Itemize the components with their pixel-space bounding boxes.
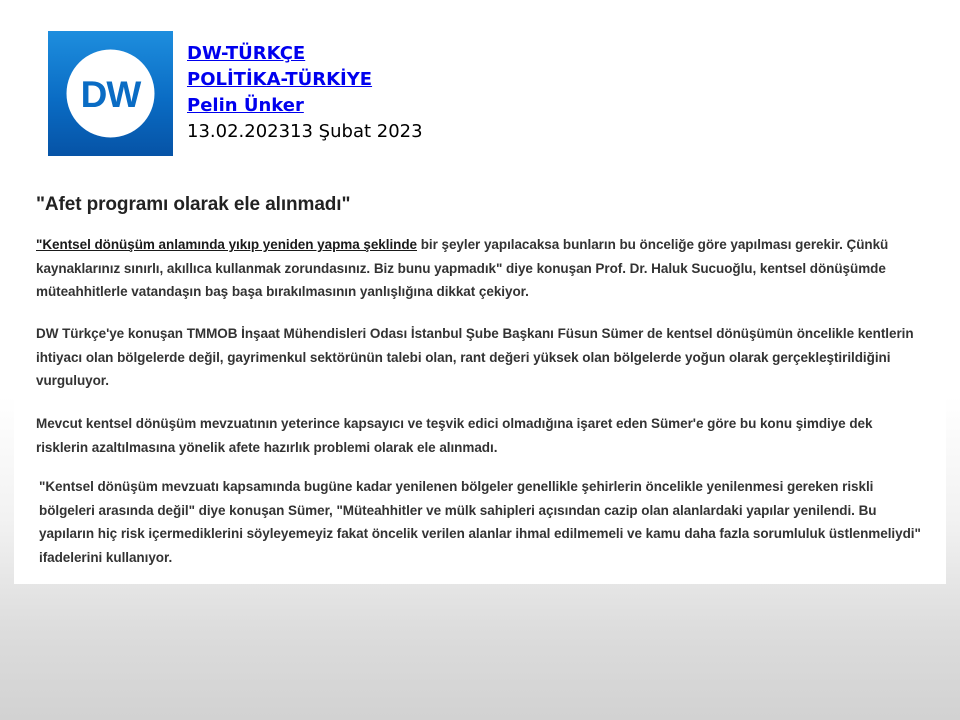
paragraph-3-line-2: risklerin azaltılmasına yönelik afete hazırlık problemi olarak ele alınmadı. [36,439,498,455]
dw-logo-text: DW [80,74,141,115]
source-link[interactable]: DW-TÜRKÇE [187,43,306,64]
paragraph-2 [36,322,956,393]
article-meta [187,41,423,145]
quote-link[interactable]: "Kentsel dönüşüm anlamında yıkıp yeniden yapma şeklinde [36,237,418,252]
paragraph-2-line-3: vurguluyor. [36,373,109,388]
paragraph-4 [39,475,959,569]
paragraph-1-line-1: bir şeyler yapılacaksa bunların bu önceliğe göre yapılması gerekir. Çünkü [417,237,889,252]
article-heading: "Afet programı olarak ele alınmadı" [36,194,351,215]
article-excerpt [14,186,946,584]
paragraph-4-line-4: ifadelerini kullanıyor. [39,549,173,565]
publish-date: 13.02.202313 Şubat 2023 [187,121,423,142]
category-link[interactable]: POLİTİKA-TÜRKİYE [187,69,373,90]
paragraph-3-line-1: Mevcut kentsel dönüşüm mevzuatının yeterince kapsayıcı ve teşvik edici olmadığına işaret eden Sümer'e göre bu konu şimdiye dek [36,416,873,431]
paragraph-2-line-1: DW Türkçe'ye konuşan TMMOB İnşaat Mühendisleri Odası İstanbul Şube Başkanı Füsun Sümer de kentsel dönüşümün öncelikle kentlerin [36,326,914,341]
paragraph-3 [36,412,956,459]
paragraph-4-line-2: bölgeleri arasında değil" diye konuşan Sümer, "Müteahhitler ve mülk sahipleri açısından cazip olan alanlardaki yapılar yenilendi. Bu [39,502,877,518]
paragraph-4-line-1: "Kentsel dönüşüm mevzuatı kapsamında bugüne kadar yenilenen bölgeler genellikle şehirlerin öncelikle yenilenmesi gereken riskli [39,479,874,494]
dw-logo-icon [48,31,173,156]
paragraph-1 [36,233,956,304]
paragraph-1-line-3: müteahhitlerle vatandaşın baş başa bırakılmasının yanlışlığına dikkat çekiyor. [36,284,529,299]
paragraph-2-line-2: ihtiyacı olan bölgelerde değil, gayrimenkul sektörünün talebi olan, rant değeri yüksek olan bölgelerde yoğun olarak gerçekleştirildiğini [36,349,891,365]
paragraph-4-line-3: yapıların hiç risk içermediklerini söyleyemeyiz fakat öncelik verilen alanlar ihmal edilmemeli ve kamu daha fazla sorumluluk üstlenmeliydi" [39,526,921,541]
dw-logo [48,31,173,156]
paragraph-1-line-2: kaynaklarınız sınırlı, akıllıca kullanmak zorundasınız. Biz bunu yapmadık" diye konuşan Prof. Dr. Haluk Sucuoğlu, kentsel dönüşümde [36,260,886,276]
author-link[interactable]: Pelin Ünker [187,95,304,116]
